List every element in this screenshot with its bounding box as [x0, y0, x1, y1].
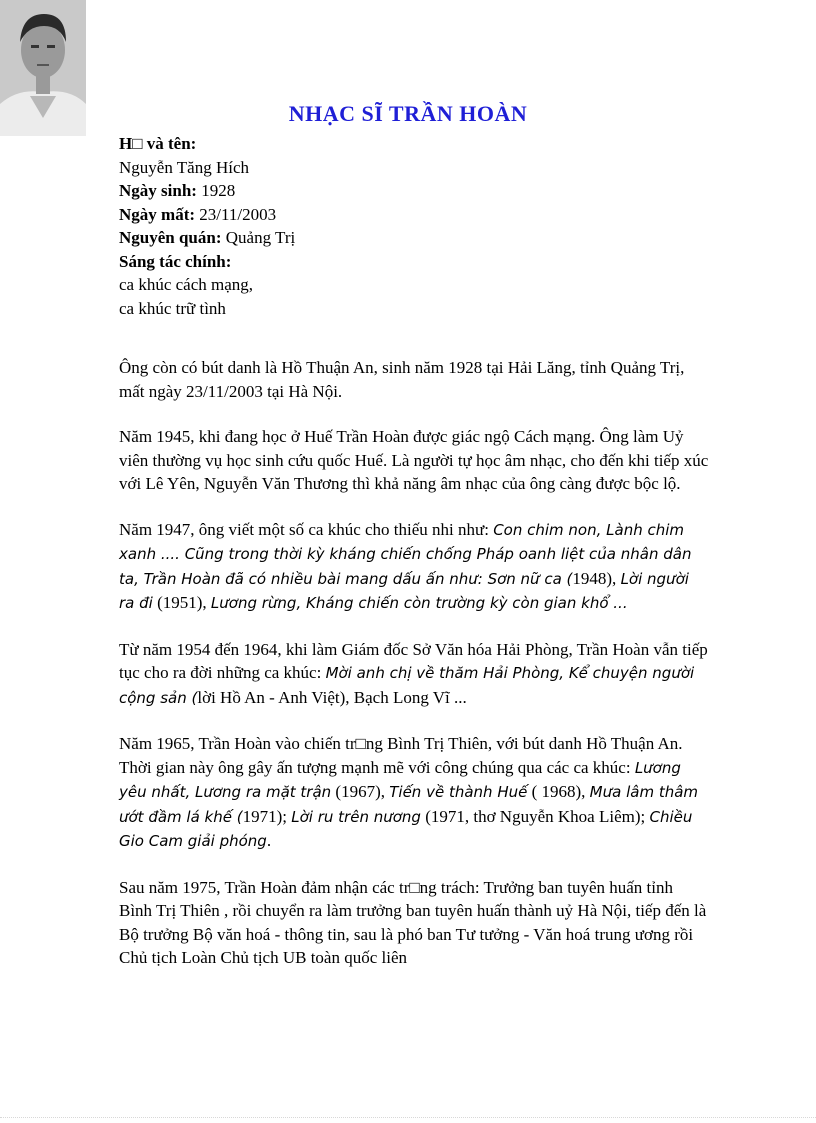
p5-text-a: Năm 1965, Trần Hoàn vào chiến tr□ng Bình Trị Thiên, với bút danh Hồ Thuận An. Thời gian này ông gây ấn tượng mạnh mẽ với công chúng qua các ca khúc:	[119, 734, 683, 777]
p4-text-c: lời Hồ An - Anh Việt), Bạch Long Vĩ ...	[197, 687, 467, 707]
origin-label: Nguyên quán:	[119, 228, 222, 247]
death-value: 23/11/2003	[195, 204, 277, 224]
origin-value: Quảng Trị	[221, 228, 296, 247]
p3-italic-b: Con chim non, Lành chim xanh .... Cũng trong thời kỳ kháng chiến chống Pháp oanh liệt của nhân dân ta, Trần Hoàn đã có nhiều bài mang dấu ấn như: Sơn nữ ca (	[119, 520, 692, 588]
works-item-1: ca khúc cách mạng,	[119, 275, 254, 294]
works-item-2: ca khúc trữ tình	[119, 298, 226, 318]
p3-text-a: Năm 1947, ông viết một số ca khúc cho thiếu nhi như:	[119, 519, 494, 539]
name-label: H□ và tên:	[119, 134, 197, 153]
p3-text-e: (1951),	[152, 593, 211, 612]
death-label: Ngày mất:	[119, 204, 196, 224]
page-title: NHẠC SĨ TRẦN HOÀN	[288, 101, 528, 126]
p5-italic-h: Lời ru trên nương	[291, 807, 421, 826]
p5-text-g: 1971);	[242, 806, 292, 826]
works-label: Sáng tác chính:	[119, 251, 232, 271]
p3-italic-f: Lương rừng, Kháng chiến còn trường kỳ còn gian khổ ...	[210, 594, 628, 612]
p3-text-c: 1948),	[572, 568, 621, 588]
paragraph-4	[119, 638, 709, 711]
p3-italic-d: Lời người ra đi	[119, 569, 689, 612]
works-label-row	[119, 250, 295, 274]
paragraph-6: Sau năm 1975, Trần Hoàn đảm nhận các tr□ng trách: Trưởng ban tuyên huấn tỉnh Bình Trị Thiên , rồi chuyển ra làm trưởng ban tuyên huấn thành uỷ Hà Nội, tiếp đến là Bộ trưởng Bộ văn hoá - thông tin, sau là phó ban Tư tưởng - Văn hoá trung ương rồi Chủ tịch Loàn Chủ tịch UB toàn quốc liên	[119, 877, 707, 967]
p5-text-i: (1971, thơ Nguyễn Khoa Liêm);	[420, 806, 650, 826]
page-bottom-divider	[0, 1117, 816, 1118]
p5-text-k: .	[266, 831, 272, 850]
name-value: Nguyễn Tăng Hích	[119, 157, 249, 177]
birth-row	[119, 179, 295, 203]
p4-text-a: Từ năm 1954 đến 1964, khi làm Giám đốc Sở Văn hóa Hải Phòng, Trần Hoàn vẫn tiếp tục cho ra đời những ca khúc:	[119, 639, 708, 682]
birth-label: Ngày sinh:	[119, 181, 197, 200]
p4-italic-b: Mời anh chị về thăm Hải Phòng, Kể chuyện người cộng sản (	[119, 664, 695, 707]
name-label-row	[119, 132, 295, 156]
p5-italic-d: Tiến về thành Huế	[389, 783, 528, 801]
p5-italic-j: Chiều Gio Cam giải phóng	[119, 807, 693, 850]
paragraph-1: Ông còn có bút danh là Hồ Thuận An, sinh năm 1928 tại Hải Lăng, tỉnh Quảng Trị, mất ngày 23/11/2003 tại Hà Nội.	[119, 358, 685, 401]
profile-block	[119, 132, 295, 320]
paragraph-3	[119, 518, 709, 616]
paragraph-5	[119, 732, 709, 854]
birth-value: 1928	[196, 181, 236, 200]
origin-row	[119, 226, 295, 250]
paragraph-2: Năm 1945, khi đang học ở Huế Trần Hoàn được giác ngộ Cách mạng. Ông làm Uỷ viên thường vụ học sinh cứu quốc Huế. Là người tự học âm nhạc, cho đến khi tiếp xúc với Lê Yên, Nguyễn Văn Thương thì khả năng âm nhạc của ông càng được bộc lộ.	[119, 427, 709, 493]
p5-italic-f: Mưa lâm thâm ướt đầm lá khế (	[119, 783, 699, 826]
death-row	[119, 203, 295, 227]
p5-italic-b: Lương yêu nhất, Lương ra mặt trận	[119, 758, 681, 801]
biography-body	[119, 356, 709, 992]
p5-text-c: (1967),	[331, 782, 390, 801]
p5-text-e: ( 1968),	[527, 782, 590, 801]
